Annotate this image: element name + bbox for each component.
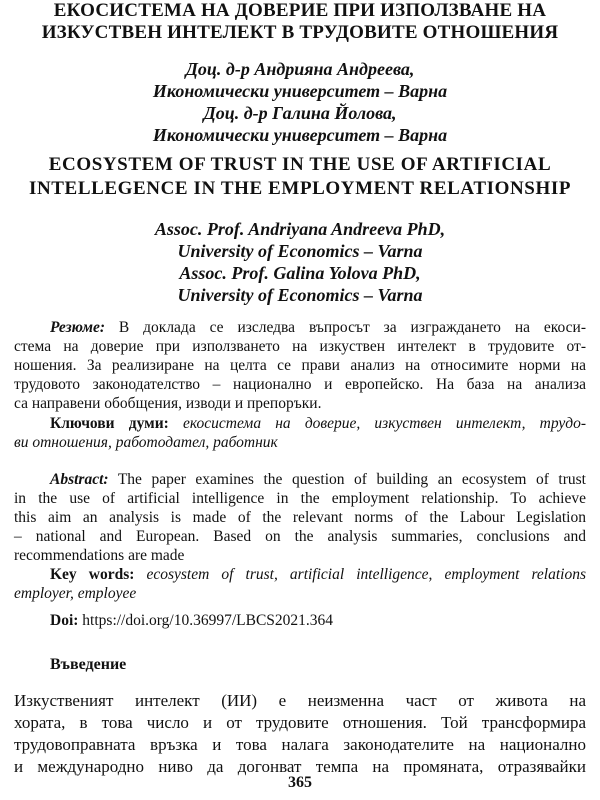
author-2-affiliation-bg: Икономически университет – Варна bbox=[152, 125, 448, 145]
doi-label: Doi: bbox=[50, 612, 79, 629]
body-line: трудовоправната връзка и това налага законодателите на национално bbox=[14, 735, 586, 754]
title-en-line-1: ECOSYSTEM OF TRUST IN THE USE OF ARTIFICIAL bbox=[48, 154, 552, 175]
abstract-bg-line: са направени обобщения, изводи и препоръки. bbox=[14, 395, 322, 412]
abstract-en-line: in the use of artificial intelligence in the employment relationship. To achieve bbox=[14, 490, 586, 507]
author-1-affiliation-bg: Икономически университет – Варна bbox=[152, 81, 448, 101]
keywords-bg-label: Ключови думи: bbox=[50, 415, 169, 432]
author-2-name-en: Assoc. Prof. Galina Yolova PhD, bbox=[179, 263, 421, 283]
author-1-name-en: Assoc. Prof. Andriyana Andreeva PhD, bbox=[154, 219, 446, 239]
abstract-en-line: – national and European. Based on the analysis summaries, conclusions and bbox=[14, 528, 586, 545]
author-2-name-bg: Доц. д-р Галина Йолова, bbox=[203, 103, 397, 123]
title-english bbox=[0, 153, 600, 201]
keywords-en-line: Key words: ecosystem of trust, artificial intelligence, employment relations bbox=[50, 566, 586, 583]
abstract-bg-line: стема на доверие при използването на изкуствен интелект в трудовите от- bbox=[14, 338, 586, 355]
section-heading-introduction: Въведение bbox=[50, 656, 127, 673]
abstract-bg-line: ношения. За реализиране на целта се прави анализ на относимите норми на bbox=[14, 357, 586, 374]
abstract-bg-line: Резюме: В доклада се изследва въпросът за изграждането на екоси- bbox=[50, 319, 586, 336]
keywords-bg-line: Ключови думи: екосистема на доверие, изкуствен интелект, трудо- bbox=[50, 415, 587, 432]
keywords-en-label: Key words: bbox=[50, 566, 135, 583]
keywords-bg-line: ви отношения, работодател, работник bbox=[14, 434, 278, 451]
author-2-affiliation-en: University of Economics – Varna bbox=[177, 285, 423, 305]
page-number: 365 bbox=[288, 774, 312, 791]
body-line: и международно ниво да догонват темпа на промяната, отразявайки bbox=[14, 757, 586, 776]
abstract-en-line: Abstract: The paper examines the question of building an ecosystem of trust bbox=[50, 471, 586, 488]
body-line: Изкуственият интелект (ИИ) е неизменна част от живота на bbox=[14, 691, 586, 710]
doi-link[interactable]: https://doi.org/10.36997/LBCS2021.364 bbox=[78, 612, 334, 629]
title-bulgarian bbox=[0, 0, 600, 44]
author-1-affiliation-en: University of Economics – Varna bbox=[177, 241, 423, 261]
authors-bulgarian bbox=[0, 58, 600, 146]
abstract-bg-line: трудовото законодателство – национално и европейско. На база на анализа bbox=[14, 376, 586, 393]
doi-line bbox=[50, 612, 333, 630]
introduction-body bbox=[14, 690, 586, 778]
authors-english bbox=[0, 218, 600, 306]
abstract-bg-label: Резюме: bbox=[50, 319, 106, 336]
keywords-bulgarian bbox=[14, 414, 586, 452]
author-1-name-bg: Доц. д-р Андрияна Андреева, bbox=[185, 59, 415, 79]
abstract-en-label: Abstract: bbox=[50, 471, 109, 488]
abstract-en-line: this aim an analysis is made of the relevant norms of the Labour Legislation bbox=[14, 509, 586, 526]
title-en-line-2: INTELLEGENCE IN THE EMPLOYMENT RELATIONSHIP bbox=[28, 178, 572, 199]
body-line: хората, в това число и от трудовите отношения. Той трансформира bbox=[14, 713, 586, 732]
abstract-en-line: recommendations are made bbox=[14, 547, 185, 564]
keywords-english bbox=[14, 565, 586, 603]
title-bg-line-2: ИЗКУСТВЕН ИНТЕЛЕКТ В ТРУДОВИТЕ ОТНОШЕНИЯ bbox=[41, 22, 559, 43]
keywords-en-line: employer, employee bbox=[14, 585, 137, 602]
title-bg-line-1: ЕКОСИСТЕМА НА ДОВЕРИЕ ПРИ ИЗПОЛЗВАНЕ НА bbox=[53, 0, 547, 21]
abstract-bulgarian bbox=[14, 318, 586, 413]
abstract-english bbox=[14, 470, 586, 565]
